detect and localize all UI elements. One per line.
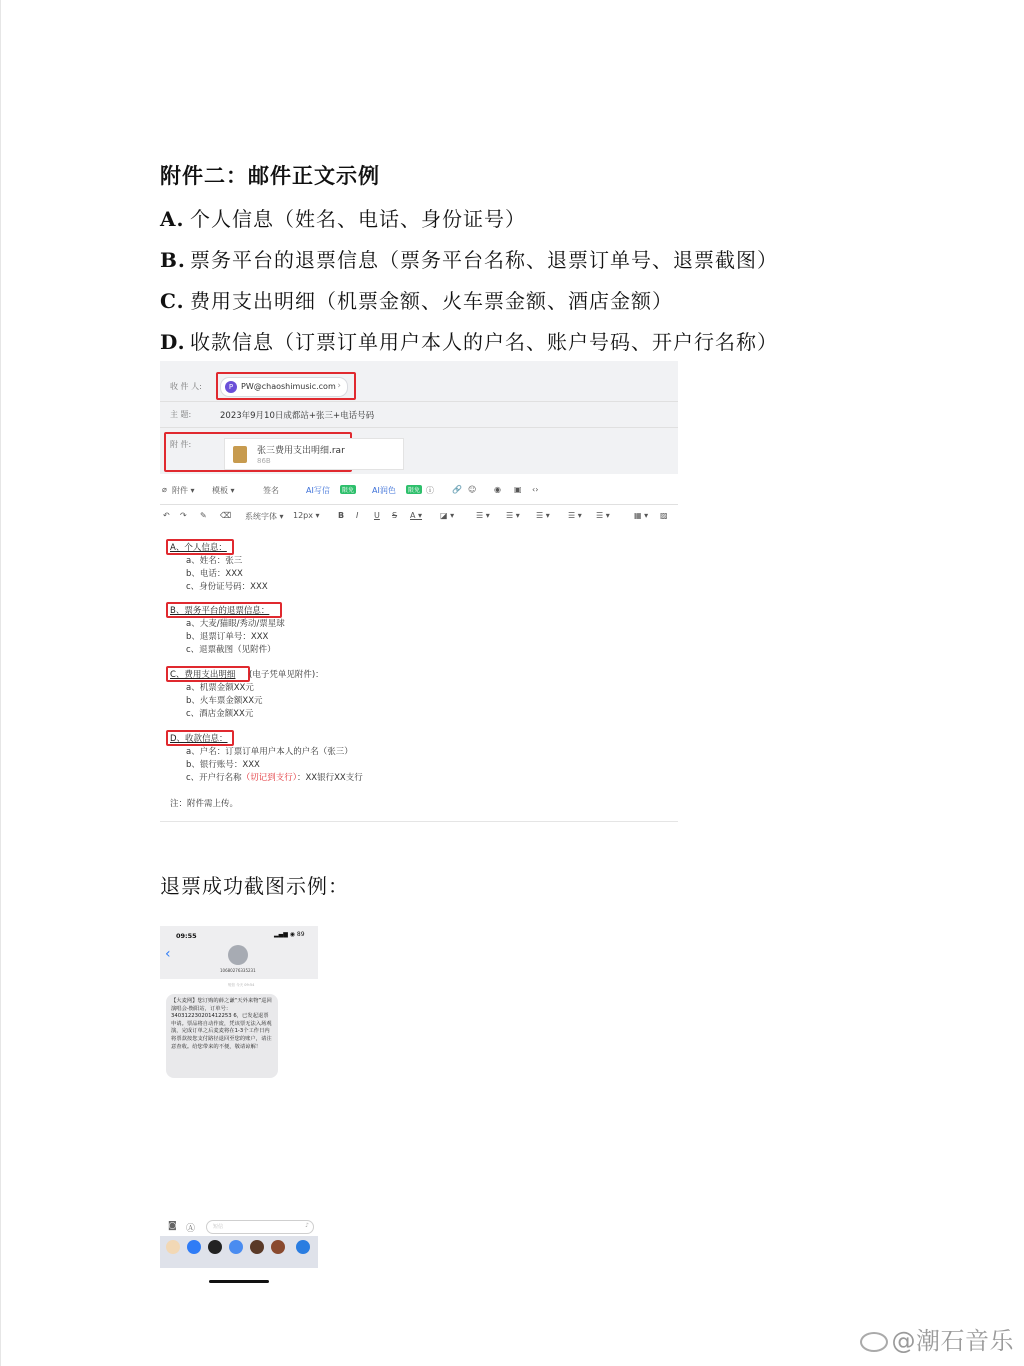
attachment-note: 注：附件需上传。 xyxy=(170,799,239,809)
subject-input[interactable]: 2023年9月10日成都站+张三+电话号码 xyxy=(220,411,375,421)
email-screenshot xyxy=(160,361,678,822)
attachment-card[interactable] xyxy=(224,438,404,470)
apps-icon[interactable]: Ⓐ xyxy=(186,1224,196,1234)
item-mark: D. xyxy=(160,330,186,354)
sms-header xyxy=(160,926,318,979)
font-family-select[interactable]: 系统字体 ▾ xyxy=(245,512,284,521)
toolbar-primary xyxy=(160,482,678,500)
sms-screenshot xyxy=(160,926,318,1080)
item-text: 费用支出明细（机票金额、火车票金额、酒店金额） xyxy=(190,289,673,313)
item-text: 票务平台的退票信息（票务平台名称、退票订单号、退票截图） xyxy=(190,248,778,272)
redo-icon[interactable]: ↷ xyxy=(180,511,187,520)
body-line: b、银行账号：XXX xyxy=(186,760,260,770)
item-mark: A. xyxy=(160,207,185,231)
bank-label: c、开户行名称 xyxy=(186,773,242,783)
subject-label: 主 题: xyxy=(170,410,192,419)
app-icon[interactable] xyxy=(296,1240,310,1254)
ai-polish-button[interactable]: AI润色 xyxy=(372,486,396,495)
recipient-chip[interactable] xyxy=(220,377,348,397)
section-a-title: A、个人信息： xyxy=(170,543,227,553)
attach-menu-button[interactable]: 附件 ▾ xyxy=(172,486,195,495)
align-icon[interactable]: ☰ ▾ xyxy=(568,511,582,520)
message-meta: 短信 今天 09:54 xyxy=(228,983,255,987)
divider xyxy=(160,821,678,822)
status-time: 09:55 xyxy=(176,932,197,940)
bank-value: ：XX银行XX支行 xyxy=(296,773,363,783)
template-menu-button[interactable]: 模板 ▾ xyxy=(212,486,235,495)
list-item-c xyxy=(160,285,673,314)
item-text: 个人信息（姓名、电话、身份证号） xyxy=(190,207,526,231)
free-badge: 限免 xyxy=(342,487,355,494)
body-line: c、退票截图（见附件） xyxy=(186,645,276,655)
input-placeholder: 短信 xyxy=(213,1224,224,1230)
input-row xyxy=(160,1216,318,1236)
body-line: b、火车票金额XX元 xyxy=(186,696,263,706)
to-label: 收 件 人: xyxy=(170,382,202,391)
clear-format-icon[interactable]: ⌫ xyxy=(220,511,232,520)
body-line: a、户名：订票订单用户本人的户名（张三） xyxy=(186,747,353,757)
indent-icon[interactable]: ☰ ▾ xyxy=(596,511,610,520)
highlight-icon[interactable]: ◪ ▾ xyxy=(440,511,455,520)
section-b-title: B、票务平台的退票信息： xyxy=(170,606,270,616)
sticker-icon[interactable] xyxy=(271,1240,285,1254)
home-indicator xyxy=(209,1280,269,1283)
photos-icon[interactable] xyxy=(166,1240,180,1254)
body-line xyxy=(186,771,363,783)
camera-icon[interactable]: ◙ xyxy=(168,1221,177,1231)
attachment-size: 86B xyxy=(257,457,271,465)
paperclip-icon: ⌀ xyxy=(162,485,167,494)
weibo-logo-icon xyxy=(860,1332,888,1352)
refund-screenshot-title: 退票成功截图示例： xyxy=(160,874,349,898)
body-line: a、姓名：张三 xyxy=(186,556,243,566)
code-icon[interactable]: ‹› xyxy=(532,485,539,494)
screenshot-icon[interactable]: ▣ xyxy=(514,485,522,494)
memoji-icon[interactable] xyxy=(208,1240,222,1254)
body-line: b、退票订单号：XXX xyxy=(186,632,269,642)
divider xyxy=(160,504,678,505)
app-dock xyxy=(160,1236,318,1268)
archive-file-icon xyxy=(233,446,247,463)
sms-bubble: 【大麦网】您订购的薛之谦“天外来物”巡回演唱会-衡阳站，订单号：340312230201412253 6，已发起退票申请。票品将自动作废，凭该票无法入场观演，完成订单之后麦麦将在1-3个工作日内将票款按您支付路径退回至您的账户，请注意查收。给您带来的不便，敬请谅解！ xyxy=(166,994,278,1078)
item-mark: B. xyxy=(160,248,186,272)
ai-write-button[interactable]: AI写信 xyxy=(306,486,330,495)
body-line: a、大麦/猫眼/秀动/票星球 xyxy=(186,619,285,629)
item-text: 收款信息（订票订单用户本人的户名、账户号码、开户行名称） xyxy=(190,330,778,354)
body-line: b、电话：XXX xyxy=(186,569,243,579)
status-icons: ▂▄▆ ◉ 89 xyxy=(274,931,305,938)
italic-icon[interactable]: I xyxy=(356,511,359,520)
undo-icon[interactable]: ↶ xyxy=(163,511,170,520)
recipient-address: PW@chaoshimusic.com xyxy=(241,382,336,391)
image-icon[interactable]: ▨ xyxy=(660,511,668,520)
strikethrough-icon[interactable]: S xyxy=(392,511,398,520)
email-header xyxy=(160,361,678,474)
body-line: c、酒店金额XX元 xyxy=(186,709,254,719)
format-painter-icon[interactable]: ✎ xyxy=(200,511,207,520)
mic-icon[interactable]: ♪ xyxy=(305,1222,309,1229)
numbered-list-icon[interactable]: ☰ ▾ xyxy=(506,511,520,520)
back-icon[interactable]: ‹ xyxy=(165,946,171,962)
bank-warning: （切记到支行） xyxy=(241,773,297,783)
list-item-b xyxy=(160,244,778,273)
font-color-icon[interactable]: A ▾ xyxy=(410,511,423,520)
info-icon[interactable]: ⓘ xyxy=(426,486,434,495)
emoji-icon[interactable]: ☺ xyxy=(468,485,477,494)
underline-icon[interactable]: U xyxy=(374,511,380,520)
watermark-text: @潮石音乐 xyxy=(891,1327,1014,1355)
divider xyxy=(160,401,678,402)
attachment-name: 张三费用支出明细.rar xyxy=(257,446,345,456)
chevron-right-icon: › xyxy=(337,381,341,391)
divider xyxy=(160,427,678,428)
body-line: a、机票金额XX元 xyxy=(186,683,254,693)
link-icon[interactable]: 🔗 xyxy=(452,485,462,494)
document-title: 附件二：邮件正文示例 xyxy=(160,163,380,188)
sender-number: 10680276335231 xyxy=(220,968,256,973)
table-icon[interactable]: ▦ ▾ xyxy=(634,511,649,520)
list-item-a xyxy=(160,203,526,232)
free-badge: 限免 xyxy=(408,487,421,494)
line-height-icon[interactable]: ☰ ▾ xyxy=(536,511,550,520)
bold-icon[interactable]: B xyxy=(338,511,345,520)
watermark xyxy=(860,1321,1015,1356)
body-line: c、身份证号码：XXX xyxy=(186,582,268,592)
section-c-note: (电子凭单见附件)： xyxy=(249,670,324,680)
item-mark: C. xyxy=(160,289,185,313)
list-item-d xyxy=(160,326,778,355)
attach-label: 附 件: xyxy=(170,440,192,449)
preview-icon[interactable]: ◉ xyxy=(494,485,501,494)
appstore-icon[interactable] xyxy=(187,1240,201,1254)
font-size-select[interactable]: 12px ▾ xyxy=(293,511,320,520)
section-d-title: D、收款信息： xyxy=(170,734,228,744)
contact-avatar xyxy=(228,945,248,965)
sticker-icon[interactable] xyxy=(250,1240,264,1254)
signature-button[interactable]: 签名 xyxy=(263,486,279,495)
audio-icon[interactable] xyxy=(229,1240,243,1254)
toolbar-format xyxy=(160,508,678,526)
sms-input-area xyxy=(160,1216,318,1268)
page-edge xyxy=(0,0,1,1366)
recipient-avatar: P xyxy=(225,381,237,393)
section-c-title: C、费用支出明细 xyxy=(170,670,236,680)
sms-input[interactable] xyxy=(206,1220,314,1234)
bullet-list-icon[interactable]: ☰ ▾ xyxy=(476,511,490,520)
